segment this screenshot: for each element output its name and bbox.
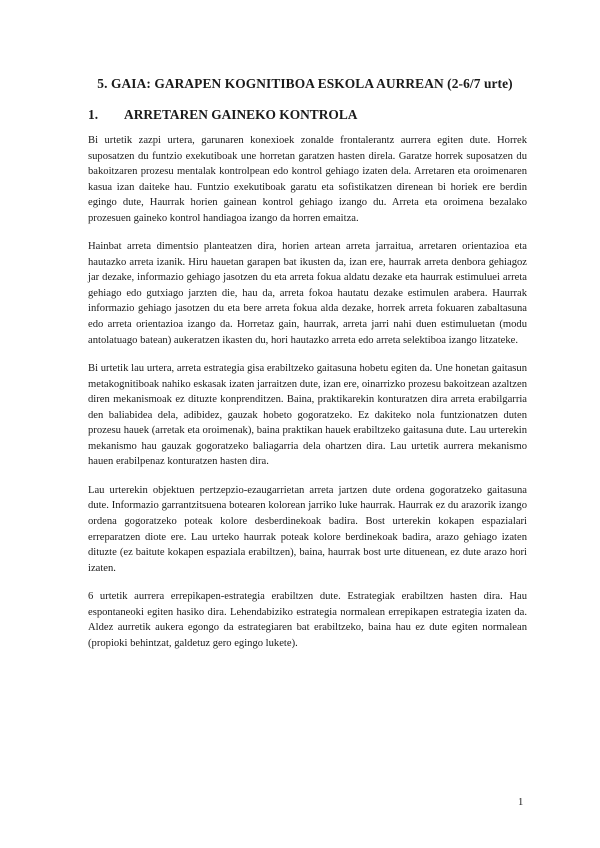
paragraph: Bi urtetik zazpi urtera, garunaren konexioek zonalde frontalerantz aurrera egiten dute. Horrek suposatzen du funtzio exekutiboak une horretan garatzen hasten direla. Garatze horrek suposatzen du bakoitzaren prozesu mentalak kontrolpean edo kontrol gehiago izaten dela. Arretaren eta oroimenaren kasua izan daiteke hau. Funtzio exekutiboak garatu eta sofistikatzen direnean bi horiek ere berdin egingo dute, Haurrak horien gainean kontrol gehiago izango du. Arreta eta oroimena bezalako prozesuen gaineko kontrol handiagoa izango da horren emaitza. (88, 135, 527, 224)
section-title: ARRETAREN GAINEKO KONTROLA (124, 107, 358, 122)
section-number: 1. (88, 107, 99, 122)
paragraph: Hainbat arreta dimentsio planteatzen dira, horien artean arreta jarraitua, arretaren orientazioa eta hautazko arreta izanik. Hiru hauetan garapen bat ikusten da, izan ere, haurrak arreta denbora gehiagoz jar dezake, informazio gehiago jasotzen du eta arreta fokua aldatu dezake eta haurrak estimuluei arreta gehiago edo gutxiago jarzten die, hau da, arreta fokoa hautatu dezake estimulen arabera. Haurrak informazio gehiago jasotzen du eta bere arreta fokua alda dezake, horrek arreta fokuaren zabaltasuna edo arreta orientazioa izango da. Horretaz gain, haurrak, arreta jarri nahi duen estimuluetan (modu antolatuago batean) aukeratzen ikasten du, hori hautazko arreta edo arreta selektiboa izango litzateke. (88, 241, 527, 346)
paragraph: Lau urterekin objektuen pertzepzio-ezaugarrietan arreta jartzen dute ordena gogoratzeko gaitasuna dute. Informazio garrantzitsuena botearen kolorean jarriko luke haurrak. Haurrak ez du arazorik izango ordena gogoratzeko poteak kolore desberdinekoak badira. Bost urterekin kokapen espazialari erreparatzen diote ere. Lau urteko haurrak poteak kolore berdinekoak badira, arazo gehiago izaten dituzte (ez baitute kokapen espaziala erabiltzen), baina, haurrak bost urte dituenean, ez dute arazo hori izaten. (88, 484, 527, 574)
paragraph: 6 urtetik aurrera errepikapen-estrategia erabiltzen dute. Estrategiak erabiltzen hasten dira. Hau espontaneoki egiten hasiko dira. Lehendabiziko estrategia normalean errepikapen estrategia izaten da. Aldez aurretik aukera egongo da estrategiaren bat erabiltzeko, baina hau ez dute egiten normalean (propioki behintzat, galdetuz gero egingo lukete). (88, 591, 527, 649)
section-heading (88, 107, 357, 123)
paragraph: Bi urtetik lau urtera, arreta estrategia gisa erabiltzeko gaitasuna hobetu egiten da. Une honetan gaitasun metakognitiboak nahiko eskasak izaten jarraitzen dute, izan ere, oinarrizko prozesu bakoitzean azaltzen diren mekanismoak ez dituzte konprenditzen. Baina, praktikarekin konturatzen dira arreta erabilgarria den baliabidea dela, adibidez, gauzak hobeto gogoratzeko. Ez dakiteko nola funtzionatzen duten prozesu hauek (arretak eta oroimenak), baina praktikan hauek erabiltzeko gaitasuna dute. Lau urterekin mekanismo hau gauzak gogoratzeko baliagarria dela ohartzen dira. Lau urtetik aurrera mekanismo hauen erabilpenaz konturatzen hasten dira. (88, 363, 527, 468)
chapter-title: 5. GAIA: GARAPEN KOGNITIBOA ESKOLA AURREAN (2-6/7 urte) (97, 76, 513, 91)
page-number: 1 (518, 797, 524, 808)
body-text (88, 133, 527, 664)
